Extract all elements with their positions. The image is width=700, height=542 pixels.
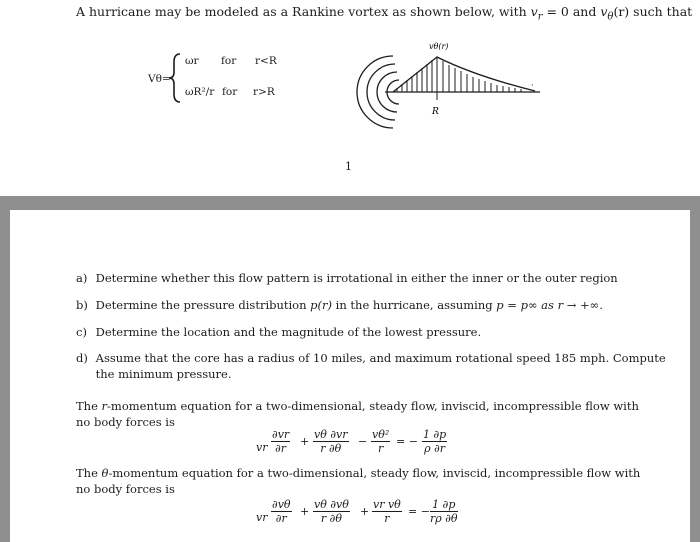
t-eq-t3-num: vr vθ bbox=[373, 498, 401, 511]
theta-intro-pre: The bbox=[76, 466, 98, 480]
problem-intro bbox=[76, 4, 692, 24]
t-eq-t3-frac bbox=[372, 498, 402, 525]
intro-tail: (r) such that bbox=[613, 4, 693, 19]
R-label: R bbox=[432, 107, 439, 117]
theta-momentum-intro-line2: no body forces is bbox=[76, 482, 175, 496]
theta-intro-post: -momentum equation for a two-dimensional, steady flow, inviscid, incompressible flow with bbox=[108, 466, 641, 480]
question-b-condition: p = p∞ as r → +∞. bbox=[496, 298, 603, 312]
r-eq-op2: − bbox=[358, 435, 368, 448]
t-eq-t2-frac bbox=[313, 498, 350, 525]
theta-intro-var: θ bbox=[101, 466, 109, 480]
t-eq-op1: + bbox=[300, 505, 310, 518]
piecewise-lhs: Vθ= bbox=[148, 73, 171, 85]
question-c bbox=[76, 325, 481, 341]
r-eq-t2-den: r ∂θ bbox=[320, 442, 342, 455]
question-b-text-mid: in the hurricane, assuming bbox=[335, 298, 493, 312]
question-d-text-line2: the minimum pressure. bbox=[95, 367, 232, 381]
vr-symbol: v bbox=[530, 4, 538, 19]
question-b-text-pre: Determine the pressure distribution bbox=[95, 298, 307, 312]
vr-sub: r bbox=[537, 11, 543, 23]
question-d-text-line1: Assume that the core has a radius of 10 miles, and maximum rotational speed 185 mph. Compute bbox=[95, 351, 666, 365]
vt-symbol: v bbox=[600, 4, 608, 19]
t-eq-t2-num: vθ ∂vθ bbox=[314, 498, 349, 511]
vt-sub: θ bbox=[607, 11, 614, 23]
question-a bbox=[76, 271, 618, 287]
r-momentum-intro-line1 bbox=[76, 399, 639, 415]
r-eq-t3-num: vθ² bbox=[372, 428, 390, 441]
top-page bbox=[0, 0, 700, 196]
question-b bbox=[76, 298, 603, 314]
case2-condition: r>R bbox=[253, 86, 275, 98]
t-eq-rhs-num: 1 ∂p bbox=[430, 498, 458, 512]
t-eq-t1-frac bbox=[271, 498, 292, 525]
rankine-vortex-figure bbox=[335, 36, 550, 146]
case2-for: for bbox=[222, 86, 238, 98]
r-eq-t3-den: r bbox=[377, 442, 384, 455]
left-margin-bar bbox=[0, 210, 10, 542]
r-intro-var: r bbox=[101, 399, 108, 413]
question-d bbox=[76, 351, 666, 367]
left-brace bbox=[168, 52, 182, 104]
right-margin-bar bbox=[690, 210, 700, 542]
r-eq-rhs-num: 1 ∂p bbox=[423, 428, 447, 441]
vt-label: vθ(r) bbox=[429, 42, 449, 51]
r-eq-t1-num: ∂vr bbox=[272, 428, 290, 441]
intro-vt bbox=[600, 4, 614, 23]
case1-condition: r<R bbox=[255, 55, 277, 67]
r-eq-t2-frac bbox=[313, 428, 349, 455]
t-eq-t2-den: r ∂θ bbox=[320, 512, 342, 525]
page-separator bbox=[0, 196, 700, 210]
r-eq-op1: + bbox=[300, 435, 310, 448]
question-a-text: Determine whether this flow pattern is irrotational in either the inner or the outer region bbox=[95, 271, 618, 285]
r-momentum-intro-line2: no body forces is bbox=[76, 415, 175, 429]
question-b-expr: p(r) bbox=[310, 298, 333, 312]
case2-expression: ωR²/r bbox=[185, 86, 215, 98]
question-d-cont bbox=[76, 367, 232, 383]
velocity-profile-curve bbox=[393, 57, 535, 92]
question-a-label: a) bbox=[76, 271, 88, 285]
t-eq-t1-den: ∂r bbox=[275, 512, 287, 525]
r-eq-t1-frac bbox=[271, 428, 290, 455]
bottom-page bbox=[0, 210, 700, 542]
intro-cond-eq: = 0 and bbox=[546, 4, 597, 19]
page-number: 1 bbox=[345, 160, 352, 173]
t-eq-rhs-frac bbox=[430, 498, 458, 525]
r-intro-pre: The bbox=[76, 399, 98, 413]
t-eq-equals: = − bbox=[408, 505, 430, 518]
axis-end-mark: · bbox=[531, 81, 534, 90]
theta-momentum-intro-line1 bbox=[76, 466, 640, 482]
r-eq-t2-num: vθ ∂vr bbox=[314, 428, 348, 441]
velocity-arrows bbox=[397, 58, 521, 92]
question-d-label: d) bbox=[76, 351, 88, 365]
intro-lead: A hurricane may be modeled as a Rankine vortex as shown below, with bbox=[76, 4, 527, 19]
intro-vr bbox=[530, 4, 543, 23]
question-c-label: c) bbox=[76, 325, 87, 339]
t-eq-t3-den: r bbox=[384, 512, 390, 525]
t-eq-rhs-den: rρ ∂θ bbox=[430, 512, 458, 525]
r-eq-equals: = − bbox=[396, 435, 418, 448]
question-c-text: Determine the location and the magnitude of the lowest pressure. bbox=[95, 325, 482, 339]
t-eq-t1-coef: vr bbox=[256, 511, 268, 524]
t-eq-t1-num: ∂vθ bbox=[272, 498, 291, 511]
question-b-label: b) bbox=[76, 298, 88, 312]
t-eq-op2: + bbox=[360, 505, 370, 518]
r-eq-rhs-den: ρ ∂r bbox=[424, 442, 446, 455]
r-eq-t1-coef: vr bbox=[256, 441, 268, 454]
r-eq-rhs-frac bbox=[422, 428, 447, 455]
r-intro-post: -momentum equation for a two-dimensional, steady flow, inviscid, incompressible flow with bbox=[107, 399, 639, 413]
case1-for: for bbox=[221, 55, 237, 67]
r-eq-t3-frac bbox=[371, 428, 390, 455]
r-eq-t1-den: ∂r bbox=[275, 442, 287, 455]
case1-expression: ωr bbox=[185, 55, 199, 67]
